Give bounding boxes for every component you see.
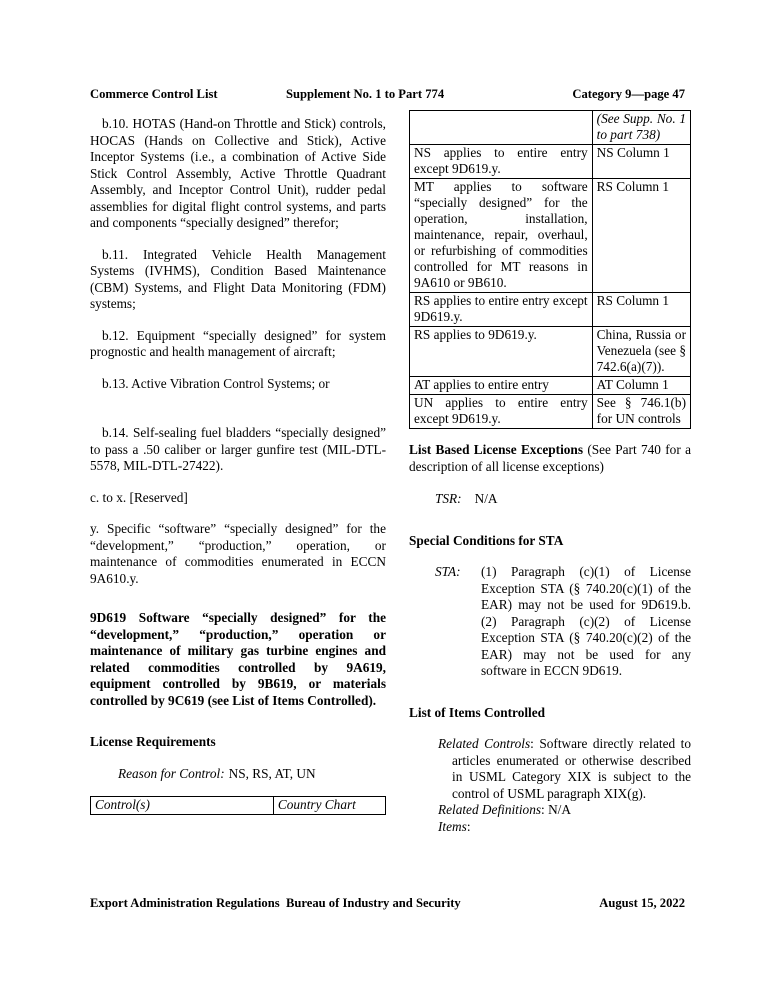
- reason-for-control-label: Reason for Control:: [118, 765, 225, 781]
- header-category-page-number: Category 9—page 47: [572, 87, 685, 101]
- footer-regulations-title: Export Administration Regulations: [90, 896, 280, 910]
- table-row: [410, 145, 691, 179]
- items-text: :: [466, 818, 471, 834]
- eccn-9d619-heading: 9D619 Software “specially designed” for the “development,” “production,” operation or maintenance of military gas turbine engines and related commodities controlled by 9A619, equipment controlled by 9B619, or materials controlled by 9C619 (see List of Items Controlled).: [90, 610, 386, 708]
- chart-cell: RS Column 1: [592, 179, 690, 293]
- sta-text: (1) Paragraph (c)(1) of License Exception STA (§ 740.20(c)(1) of the EAR) may not be used for 9D619.b. (2) Paragraph (c)(2) of License Exception STA (§ 740.20(c)(2) of the EAR) may not be used for any software in ECCN 9D619.: [481, 564, 691, 678]
- related-definitions-label: Related Definitions: [438, 802, 542, 817]
- chart-cell: NS Column 1: [592, 145, 690, 179]
- control-cell: RS applies to entire entry except 9D619.y.: [410, 293, 593, 327]
- right-column: [409, 110, 691, 835]
- related-definitions-paragraph: [409, 802, 691, 819]
- chart-cell: China, Russia or Venezuela (see § 742.6(a)(7)).: [592, 327, 690, 377]
- items-label: Items: [438, 818, 467, 834]
- control-cell: UN applies to entire entry except 9D619.y.: [410, 395, 593, 429]
- header-document-title: Commerce Control List: [90, 87, 218, 101]
- tsr-line: [409, 491, 691, 508]
- table-row: [410, 111, 691, 145]
- paragraph-b12: b.12. Equipment “specially designed” for system prognostic and health management of aircraft;: [90, 327, 386, 359]
- table-row: [410, 395, 691, 429]
- table-row: [410, 179, 691, 293]
- reason-for-control-value: NS, RS, AT, UN: [228, 765, 316, 781]
- table-row: [410, 293, 691, 327]
- chart-cell: See § 746.1(b) for UN controls: [592, 395, 690, 429]
- left-column: [90, 110, 386, 835]
- control-cell: MT applies to software “specially designed” for the operation, installation, maintenance, repair, overhaul, or refurbishing of commodities controlled for MT reasons in 9A610 or 9B610.: [410, 179, 593, 293]
- sta-paragraph: [409, 564, 691, 680]
- country-chart-table: [409, 110, 691, 429]
- list-based-license-exceptions-note: (See Part 740 for a description of all license exceptions): [409, 442, 691, 474]
- see-supp-note-cell: (See Supp. No. 1 to part 738): [592, 111, 690, 145]
- special-conditions-sta-heading: Special Conditions for STA: [409, 532, 564, 548]
- list-based-license-exceptions-label: List Based License Exceptions: [409, 442, 583, 457]
- sta-label: STA:: [435, 564, 461, 579]
- paragraph-y: y. Specific “software” “specially designed” for the “development,” “production,” operation, or maintenance of commodities enumerated in ECCN 9A610.y.: [90, 521, 386, 586]
- country-chart-column-header: Country Chart: [273, 797, 385, 815]
- reason-for-control-line: [90, 766, 386, 783]
- table-row: [410, 327, 691, 377]
- related-controls-label: Related Controls: [438, 736, 531, 751]
- paragraph-b10: b.10. HOTAS (Hand-on Throttle and Stick) controls, HOCAS (Hands on Collective and Stick), Active Inceptor Systems (i.e., a combination of Active Side Stick Control Assembly, Active Throttle Quadrant Assembly, and Inceptor Control Unit), rudder pedal assemblies for digital flight control systems, and parts and components “specially designed” therefor;: [90, 116, 386, 230]
- paragraph-b14: b.14. Self-sealing fuel bladders “specially designed” to pass a .50 caliber or larger gunfire test (MIL-DTL-5578, MIL-DTL-27422).: [90, 425, 386, 473]
- tsr-value: N/A: [474, 491, 498, 506]
- control-cell: NS applies to entire entry except 9D619.y.: [410, 145, 593, 179]
- paragraph-b13: b.13. Active Vibration Control Systems; or: [102, 375, 330, 391]
- items-paragraph: [409, 819, 691, 836]
- table-row: [91, 797, 386, 815]
- control-cell: AT applies to entire entry: [410, 377, 593, 395]
- related-controls-text: : Software directly related to articles enumerated or otherwise described in USML Category XIX is subject to the control of USML paragraph XIX(g).: [452, 736, 691, 801]
- license-requirements-heading: License Requirements: [90, 734, 216, 749]
- related-controls-paragraph: [409, 736, 691, 802]
- page-body: [90, 110, 691, 835]
- footer-date: August 15, 2022: [599, 896, 685, 910]
- footer-bureau-title: Bureau of Industry and Security: [286, 896, 461, 910]
- related-definitions-text: : N/A: [541, 802, 571, 817]
- chart-cell: AT Column 1: [592, 377, 690, 395]
- list-based-license-exceptions: [409, 442, 691, 475]
- table-row: [410, 377, 691, 395]
- list-of-items-controlled-heading: List of Items Controlled: [409, 704, 546, 720]
- paragraph-reserved: c. to x. [Reserved]: [90, 489, 188, 505]
- controls-country-chart-table-header: [90, 796, 386, 815]
- empty-cell: [410, 111, 593, 145]
- tsr-label: TSR:: [435, 491, 462, 506]
- paragraph-b11: b.11. Integrated Vehicle Health Management Systems (IVHMS), Condition Based Maintenance (CBM) Systems, and Flight Data Monitoring (FDM) systems;: [90, 246, 386, 311]
- chart-cell: RS Column 1: [592, 293, 690, 327]
- header-supplement-title: Supplement No. 1 to Part 774: [286, 87, 445, 101]
- control-cell: RS applies to 9D619.y.: [410, 327, 593, 377]
- controls-column-header: Control(s): [91, 797, 274, 815]
